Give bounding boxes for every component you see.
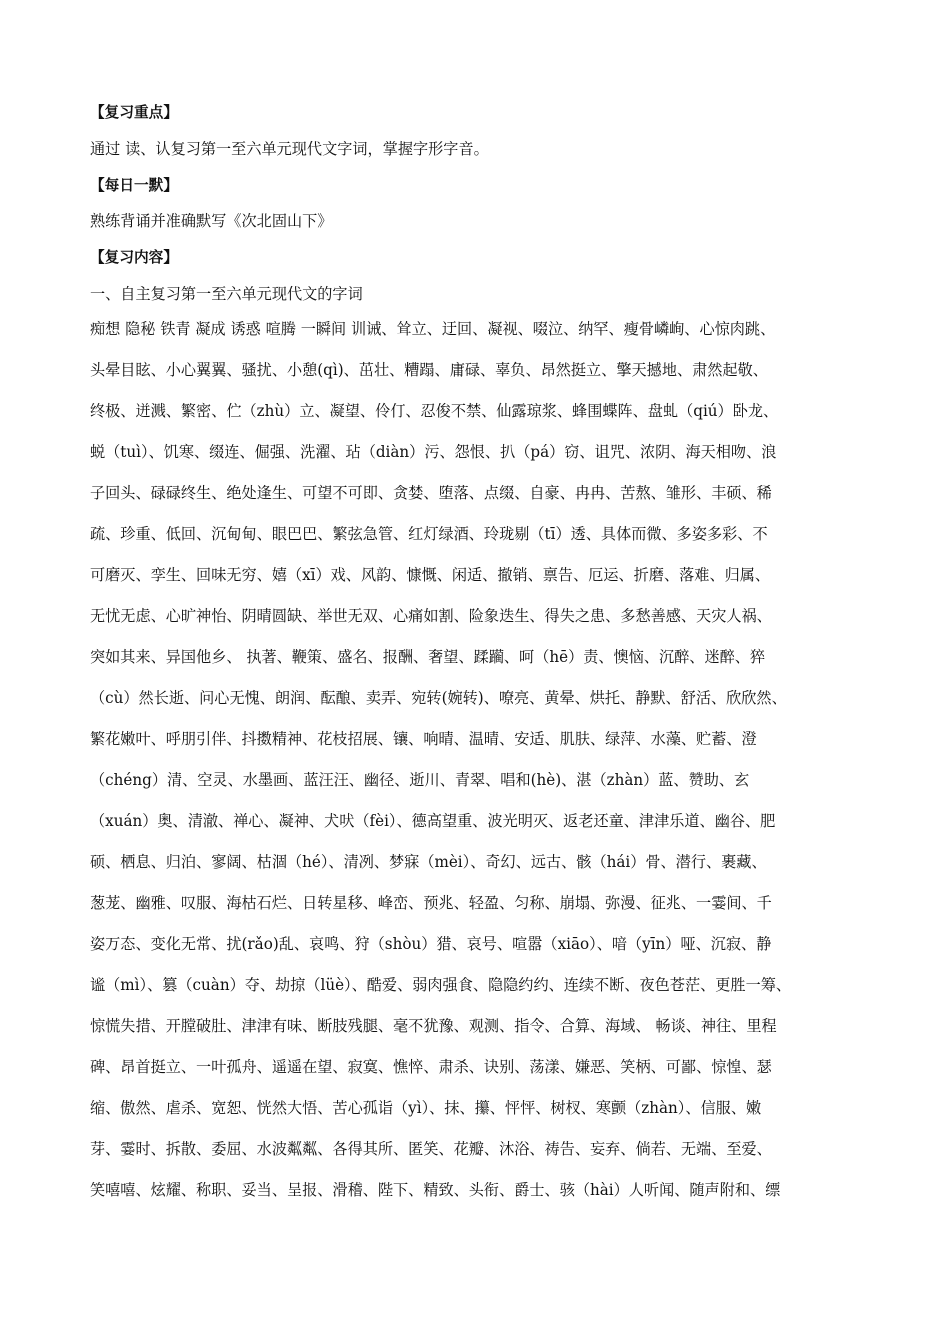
vocab-line: 葱茏、幽雅、叹服、海枯石烂、日转星移、峰峦、预兆、轻盈、匀称、崩塌、弥漫、征兆、一霎间、千 (90, 894, 772, 912)
vocab-line: 碑、昂首挺立、一叶孤舟、遥遥在望、寂寞、憔悴、肃杀、诀别、荡漾、嫌恶、笑柄、可鄙、惊惶、瑟 (90, 1058, 772, 1076)
vocab-line: 缩、傲然、虐杀、宽恕、恍然大悟、苦心孤诣（yì）、抹、攥、怦怦、树杈、寒颤（zhàn）、信服、嫩 (90, 1099, 762, 1117)
section-heading-focus: 【复习重点】 (90, 103, 178, 121)
vocab-line: 惊慌失措、开膛破肚、津津有味、断肢残腿、毫不犹豫、观测、指令、合算、海域、 畅谈、神往、里程 (90, 1017, 777, 1035)
vocab-line: 芽、霎时、拆散、委屈、水波粼粼、各得其所、匿笑、花瓣、沐浴、祷告、妄弃、倘若、无端、至爱、 (90, 1140, 772, 1158)
vocab-line: 疏、珍重、低回、沉甸甸、眼巴巴、繁弦急管、红灯绿酒、玲珑剔（tī）透、具体而微、多姿多彩、不 (90, 525, 768, 543)
vocab-line: 笑嘻嘻、炫耀、称职、妥当、呈报、滑稽、陛下、精致、头衔、爵士、骇（hài）人听闻、随声附和、缥 (90, 1181, 781, 1199)
vocab-line: 谧（mì）、篡（cuàn）夺、劫掠（lüè）、酷爱、弱肉强食、隐隐约约、连续不断、夜色苍茫、更胜一筹、 (90, 976, 792, 994)
vocab-line: （chéng）清、空灵、水墨画、蓝汪汪、幽径、逝川、青翠、唱和(hè)、湛（zhàn）蓝、赞助、玄 (90, 771, 750, 789)
vocab-line: 子回头、碌碌终生、绝处逢生、可望不可即、贪婪、堕落、点缀、自豪、冉冉、苦熬、雏形、丰硕、稀 (90, 484, 772, 502)
vocab-line: 姿万态、变化无常、扰(rǎo)乱、哀鸣、狩（shòu）猎、哀号、喧嚣（xiāo）、喑（yīn）哑、沉寂、静 (90, 935, 772, 953)
vocab-line: 可磨灭、孪生、回味无穷、嬉（xī）戏、风韵、慷慨、闲适、撤销、禀告、厄运、折磨、落难、归属、 (90, 566, 771, 584)
vocab-line: 无忧无虑、心旷神怡、阴晴圆缺、举世无双、心痛如割、险象迭生、得失之患、多愁善感、天灾人祸、 (90, 607, 772, 625)
vocab-line: 终极、迸溅、繁密、伫（zhù）立、凝望、伶仃、忍俊不禁、仙露琼浆、蜂围蝶阵、盘虬（qiú）卧龙、 (90, 402, 779, 420)
section-heading-content: 【复习内容】 (90, 248, 178, 266)
vocab-line: 繁花嫩叶、呼朋引伴、抖擞精神、花枝招展、镶、响晴、温晴、安适、肌肤、绿萍、水藻、贮蓄、澄 (90, 730, 757, 748)
vocab-line: 头晕目眩、小心翼翼、骚扰、小憩(qì)、茁壮、糟蹋、庸碌、辜负、昂然挺立、擎天撼地、肃然起敬、 (90, 361, 768, 379)
section-heading-daily: 【每日一默】 (90, 176, 178, 194)
vocab-line: 突如其来、异国他乡、 执著、鞭策、盛名、报酬、奢望、蹂躏、呵（hē）责、懊恼、沉醉、迷醉、猝 (90, 648, 766, 666)
focus-text: 通过 读、认复习第一至六单元现代文字词，掌握字形字音。 (90, 140, 489, 158)
vocab-line: 痴想 隐秘 铁青 凝成 诱惑 喧腾 一瞬间 训诫、耸立、迂回、凝视、啜泣、纳罕、瘦骨嶙峋、心惊肉跳、 (90, 320, 776, 338)
vocab-line: （cù）然长逝、问心无愧、朗润、酝酿、卖弄、宛转(婉转)、嘹亮、黄晕、烘托、静默、舒活、欣欣然、 (90, 689, 787, 707)
content-subheading: 一、自主复习第一至六单元现代文的字词 (90, 285, 363, 303)
daily-text: 熟练背诵并准确默写《次北固山下》 (90, 212, 333, 230)
vocab-line: （xuán）奥、清澈、禅心、凝神、犬吠（fèi）、德高望重、波光明灭、返老还童、津津乐道、幽谷、肥 (90, 812, 776, 830)
vocab-line: 蜕（tuì）、饥寒、缀连、倔强、洗濯、玷（diàn）污、怨恨、扒（pá）窃、诅咒、浓阴、海天相吻、浪 (90, 443, 777, 461)
vocab-line: 硕、栖息、归泊、寥阔、枯涸（hé）、清冽、梦寐（mèi）、奇幻、远古、骸（hái）骨、潜行、裹藏、 (90, 853, 767, 871)
